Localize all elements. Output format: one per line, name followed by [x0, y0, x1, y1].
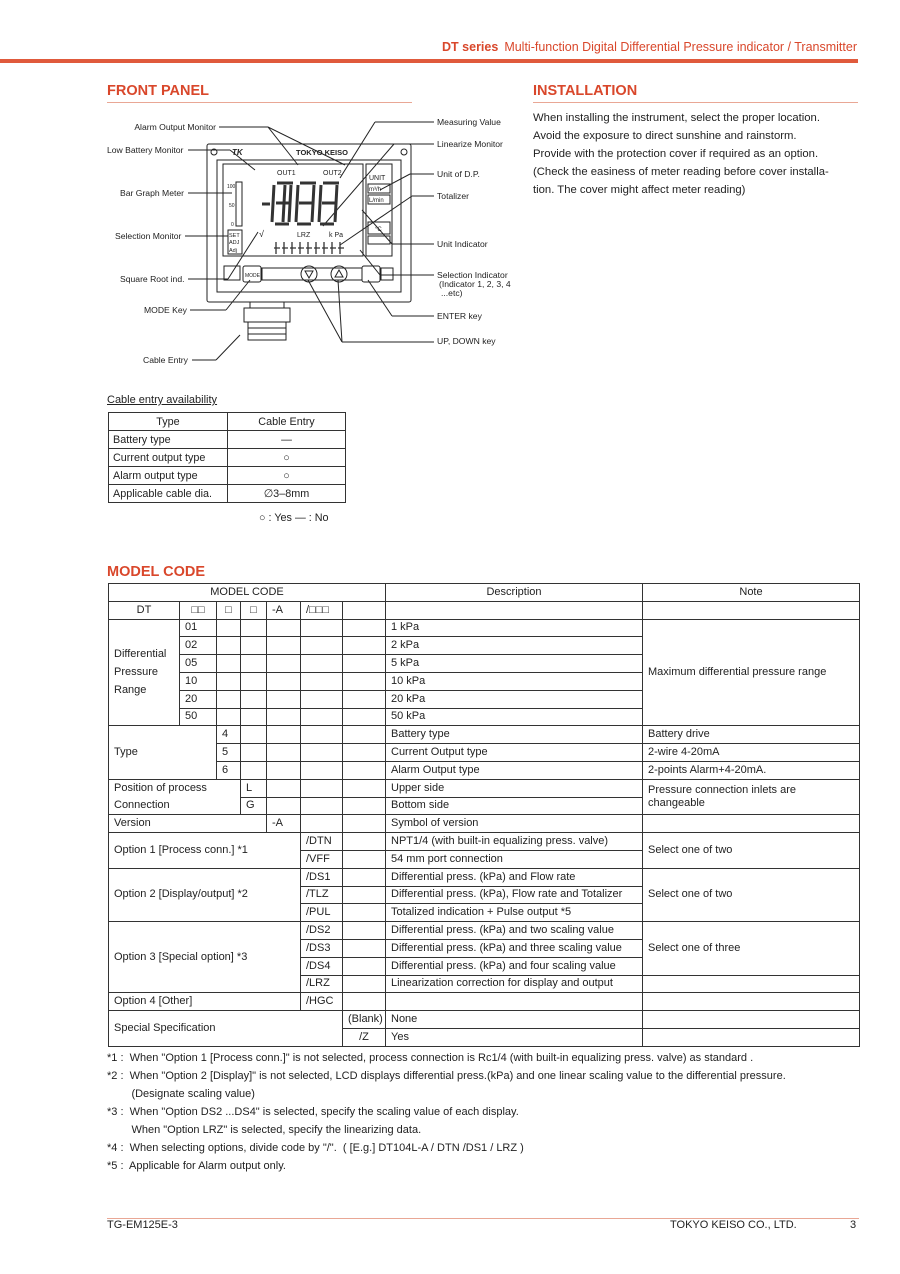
label-linearize-monitor: Linearize Monitor	[437, 139, 503, 149]
bar-scale-50: 50	[229, 203, 235, 209]
table-row	[109, 449, 346, 467]
svg-text:√: √	[259, 229, 264, 239]
kpa-label: k Pa	[329, 232, 344, 239]
table-cell: Battery type	[109, 431, 228, 449]
label-up-down-key: UP, DOWN key	[437, 336, 496, 346]
table-row	[109, 619, 860, 637]
table-row: Connection G Bottom side	[109, 797, 860, 815]
table-header: MODEL CODE	[109, 584, 386, 602]
footnote: *2 : When "Option 2 [Display]" is not selected, LCD displays differential press.(kPa) and one linear scaling value to the differential pressure.	[107, 1070, 786, 1082]
series-name: DT series	[442, 40, 499, 54]
table-row: 02 2 kPa	[109, 637, 860, 655]
table-cell: 01	[180, 619, 217, 637]
brand-label: TOKYO KEISO	[296, 148, 348, 157]
front-panel-heading: FRONT PANEL	[107, 83, 210, 99]
table-header: Type	[109, 413, 228, 431]
lrz-label: LRZ	[297, 232, 311, 239]
installation-text	[533, 109, 863, 199]
table-row: Special Specification (Blank) None	[109, 1011, 860, 1029]
header-title: Multi-function Digital Differential Pressure indicator / Transmitter	[504, 40, 857, 54]
header-rule	[0, 59, 858, 63]
sel-adj2: Adj	[229, 248, 237, 254]
bar-scale-0: 0	[231, 222, 234, 228]
table-cell: ○	[228, 467, 346, 485]
table-cell: □□	[180, 601, 217, 619]
unit-m3h: m³/h	[369, 187, 381, 193]
installation-line: (Check the easiness of meter reading before cover installa-	[533, 166, 829, 178]
installation-rule	[533, 102, 858, 103]
footnote: *1 : When "Option 1 [Process conn.]" is not selected, process connection is Rc1/4 (with built-in equalizing press. valve) as standard .	[107, 1052, 754, 1064]
cable-entry-table	[108, 412, 346, 503]
label-selection-indicator-2: (Indicator 1, 2, 3, 4	[439, 279, 511, 289]
unit-lmin: L/min	[369, 198, 384, 204]
label-selection-indicator-3: ...etc)	[441, 288, 463, 298]
cable-entry-title: Cable entry availability	[107, 394, 218, 406]
table-row: /DS4 Differential press. (kPa) and four scaling value	[109, 957, 860, 975]
label-alarm-output-monitor: Alarm Output Monitor	[134, 122, 216, 132]
label-cable-entry: Cable Entry	[143, 355, 188, 365]
table-row: Option 2 [Display/output] *2 /DS1 Differential press. (kPa) and Flow rate Select one of two	[109, 868, 860, 886]
label-square-root-ind: Square Root ind.	[120, 274, 185, 284]
table-row	[109, 431, 346, 449]
table-row: 50 50 kPa	[109, 708, 860, 726]
table-cell: Current output type	[109, 449, 228, 467]
front-panel-rule	[107, 102, 412, 103]
mode-key-label: MODE	[245, 273, 260, 279]
installation-line: tion. The cover might affect meter reading)	[533, 184, 746, 196]
table-row: 05 5 kPa	[109, 655, 860, 673]
table-cell: DT	[109, 601, 180, 619]
table-row: Type 4 Battery type Battery drive	[109, 726, 860, 744]
sel-adj: ADJ	[229, 240, 240, 246]
table-row	[109, 485, 346, 503]
label-bar-graph-meter: Bar Graph Meter	[120, 188, 184, 198]
table-row: Version -A Symbol of version	[109, 815, 860, 833]
label-unit-indicator: Unit Indicator	[437, 239, 488, 249]
table-cell: □	[241, 601, 267, 619]
table-cell: ∅3–8mm	[228, 485, 346, 503]
bar-scale-100: 100	[227, 184, 236, 190]
table-header: Note	[643, 584, 860, 602]
model-code-table	[108, 583, 860, 1047]
footnote: When "Option LRZ" is selected, specify the linearizing data.	[107, 1124, 422, 1136]
label-unit-of-dp: Unit of D.P.	[437, 169, 480, 179]
out2-label: OUT2	[323, 170, 342, 177]
table-cell: □	[217, 601, 241, 619]
table-row: Option 1 [Process conn.] *1 /DTN NPT1/4 (with built-in equalizing press. valve) Select one of two	[109, 833, 860, 851]
installation-heading: INSTALLATION	[533, 83, 638, 99]
footnotes	[107, 1049, 786, 1175]
unit-degc: °C	[375, 227, 382, 233]
table-header: Cable Entry	[228, 413, 346, 431]
table-row: /TLZ Differential press. (kPa), Flow rate and Totalizer	[109, 886, 860, 904]
footnote: *5 : Applicable for Alarm output only.	[107, 1160, 286, 1172]
page-header	[442, 40, 857, 54]
unit-label: UNIT	[369, 175, 386, 182]
table-row: /DS3 Differential press. (kPa) and three scaling value	[109, 939, 860, 957]
table-row: /PUL Totalized indication + Pulse output *5	[109, 904, 860, 922]
table-header: Description	[386, 584, 643, 602]
model-code-heading: MODEL CODE	[107, 564, 206, 580]
page-number: 3	[850, 1219, 857, 1231]
table-cell: Alarm output type	[109, 467, 228, 485]
doc-number: TG-EM125E-3	[107, 1219, 178, 1231]
sel-set: SET	[229, 233, 240, 239]
label-selection-monitor: Selection Monitor	[115, 231, 182, 241]
label-totalizer: Totalizer	[437, 191, 469, 201]
table-row: Option 4 [Other] /HGC	[109, 993, 860, 1011]
footnote: *4 : When selecting options, divide code by "/". ( [E.g.] DT104L-A / DTN /DS1 / LRZ )	[107, 1142, 524, 1154]
table-row: /VFF 54 mm port connection	[109, 850, 860, 868]
table-cell: ○	[228, 449, 346, 467]
label-selection-indicator: Selection Indicator	[437, 270, 508, 280]
table-row: Position of process L Upper side Pressure connection inlets are changeable	[109, 779, 860, 797]
table-cell: —	[228, 431, 346, 449]
footnote: *3 : When "Option DS2 ...DS4" is selected, specify the scaling value of each display.	[107, 1106, 519, 1118]
table-row	[109, 413, 346, 431]
table-row	[109, 601, 860, 619]
company-name: TOKYO KEISO CO., LTD.	[670, 1219, 797, 1231]
table-cell: Maximum differential pressure range	[643, 619, 860, 726]
out1-label: OUT1	[277, 170, 296, 177]
installation-line: Provide with the protection cover if required as an option.	[533, 148, 819, 160]
table-row: 5 Current Output type 2-wire 4-20mA	[109, 744, 860, 762]
table-cell: /□□□	[301, 601, 343, 619]
svg-text:TK: TK	[232, 148, 243, 157]
label-low-battery-monitor: Low Battery Monitor	[107, 145, 184, 155]
installation-line: Avoid the exposure to direct sunshine and rainstorm.	[533, 130, 797, 142]
table-row: /Z Yes	[109, 1028, 860, 1046]
table-row: 20 20 kPa	[109, 690, 860, 708]
table-row: Option 3 [Special option] *3 /DS2 Differential press. (kPa) and two scaling value Select one of three	[109, 922, 860, 940]
label-mode-key: MODE Key	[144, 305, 187, 315]
table-cell: 1 kPa	[386, 619, 643, 637]
table-cell: Differential Pressure Range	[109, 619, 180, 726]
table-cell: Applicable cable dia.	[109, 485, 228, 503]
table-row: /LRZ Linearization correction for display and output	[109, 975, 860, 993]
table-cell: Type	[109, 726, 217, 779]
installation-line: When installing the instrument, select the proper location.	[533, 112, 820, 124]
table-row	[109, 467, 346, 485]
table-row	[109, 584, 860, 602]
footnote: (Designate scaling value)	[107, 1088, 255, 1100]
cable-legend: ○ : Yes — : No	[259, 512, 329, 524]
label-enter-key: ENTER key	[437, 311, 482, 321]
table-row: 6 Alarm Output type 2-points Alarm+4-20mA.	[109, 761, 860, 779]
table-row: 10 10 kPa	[109, 672, 860, 690]
label-measuring-value: Measuring Value	[437, 117, 501, 127]
table-cell: -A	[267, 601, 301, 619]
